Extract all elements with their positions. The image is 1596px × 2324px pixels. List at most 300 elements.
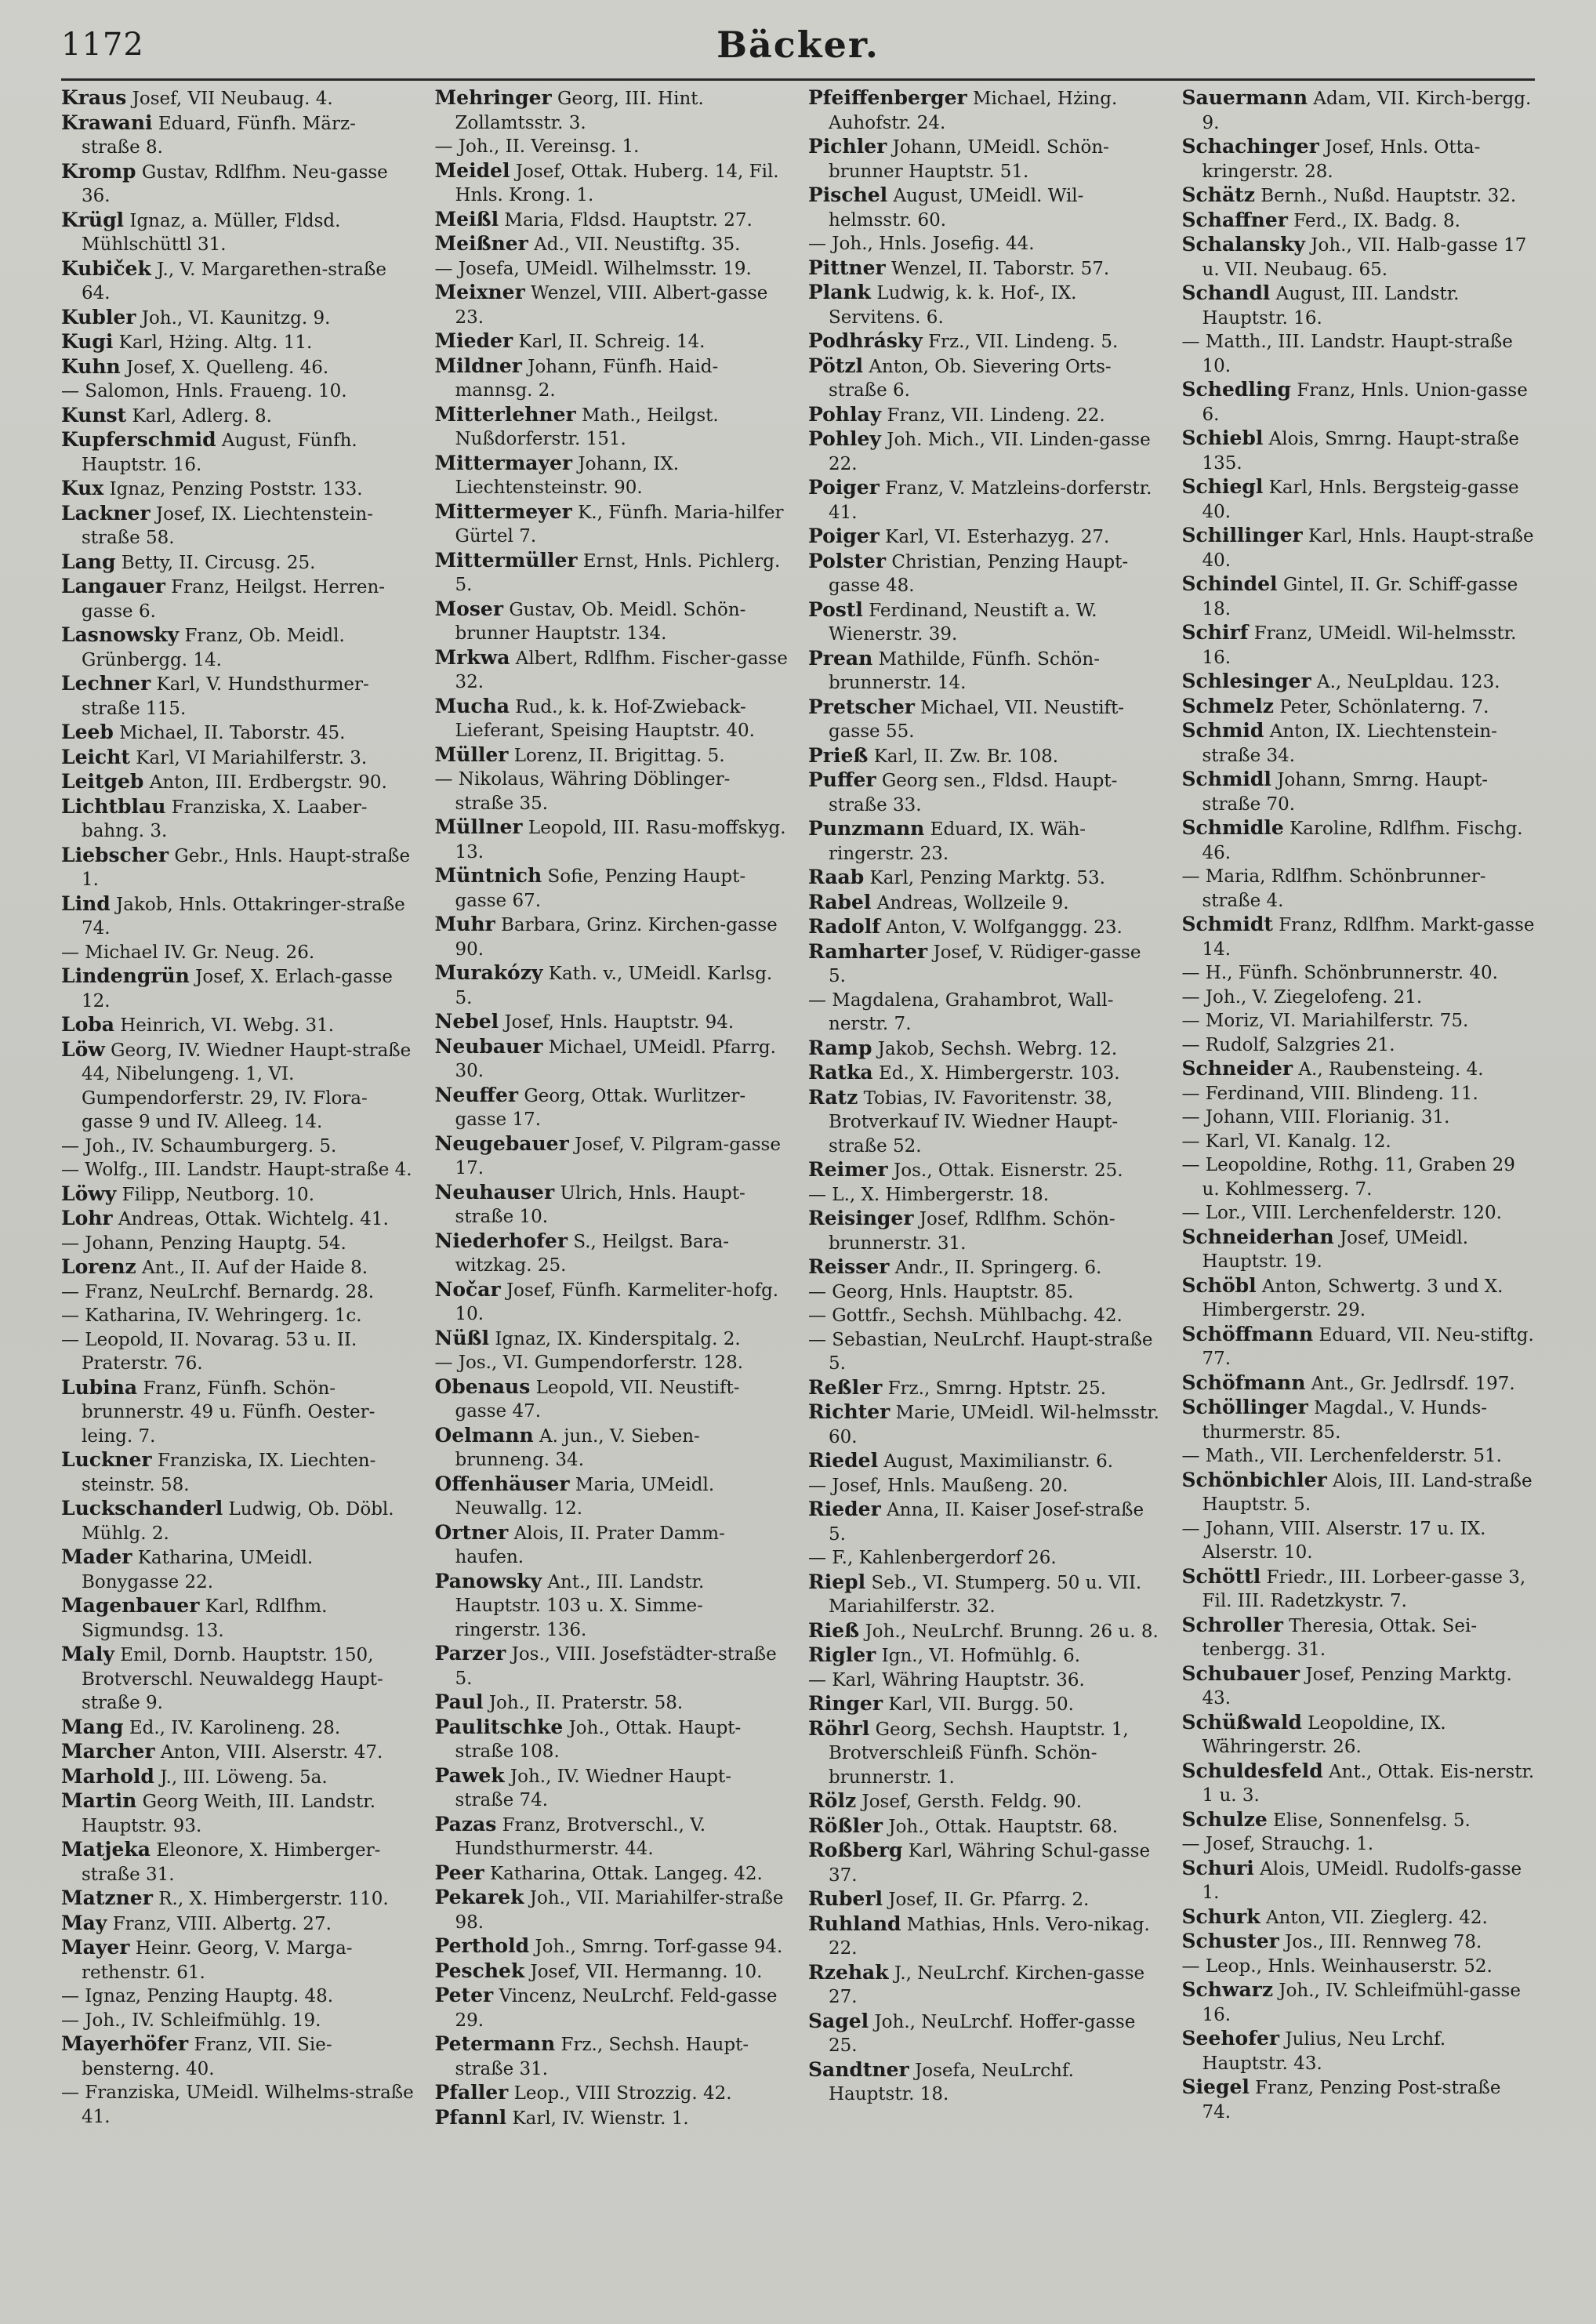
directory-entry: [808, 354, 1162, 403]
entry-details: Ant., Gr. Jedlrsdf. 197.: [1311, 1373, 1515, 1394]
directory-entry: [61, 404, 415, 429]
entry-surname: Polster: [808, 549, 886, 572]
entry-surname: Schindel: [1181, 572, 1278, 595]
directory-entry: [435, 1642, 789, 1690]
entry-details: Franz, Penzing Post-straße 74.: [1202, 2078, 1501, 2122]
entry-details: Leopold, III. Rasu-moffskyg. 13.: [455, 818, 786, 862]
entry-surname: Schwarz: [1181, 1978, 1274, 2001]
entry-surname: Pazas: [434, 1812, 497, 1836]
entry-details: — Joh., IV. Schleifmühlg. 19.: [61, 2010, 321, 2031]
entry-details: J., NeuLrchf. Kirchen-gasse 27.: [829, 1963, 1145, 2007]
entry-details: Anton, IX. Liechtenstein-straße 34.: [1202, 721, 1497, 766]
directory-entry: [435, 159, 789, 208]
directory-entry: [61, 1789, 415, 1838]
entry-surname: Schirf: [1181, 621, 1249, 644]
entry-details: Georg, Sechsh. Hauptstr. 1, Brotverschleiß Fünfh. Schön-brunnerstr. 1.: [829, 1719, 1129, 1788]
entry-surname: Kubiček: [61, 256, 151, 280]
directory-entry: [61, 2032, 415, 2081]
directory-entry: [808, 1328, 1162, 1376]
entry-surname: Puffer: [808, 768, 876, 791]
entry-surname: Mang: [61, 1715, 124, 1738]
directory-entry: [61, 575, 415, 623]
directory-entry: [808, 1061, 1162, 1086]
entry-details: — Franz, NeuLrchf. Bernardg. 28.: [61, 1281, 375, 1302]
entry-surname: Rzehak: [808, 1960, 889, 1984]
entry-surname: Schmid: [1181, 719, 1264, 742]
entry-details: August, UMeidl. Wil-helmsstr. 60.: [829, 186, 1084, 231]
entry-surname: Kubler: [61, 305, 136, 329]
directory-entry: [61, 1013, 415, 1038]
entry-details: Georg, III. Hint. Zollamtsstr. 3.: [455, 89, 704, 133]
entry-surname: Prieß: [808, 743, 869, 767]
entry-details: Alois, UMeidl. Rudolfs-gasse 1.: [1202, 1858, 1522, 1903]
entry-surname: Schuldesfeld: [1181, 1759, 1323, 1782]
directory-entry: [1182, 572, 1536, 621]
entry-surname: Riedel: [808, 1449, 879, 1472]
entry-details: Karl, VI. Esterhazyg. 27.: [885, 527, 1110, 547]
directory-entry: [1182, 378, 1536, 427]
entry-details: Marie, UMeidl. Wil-helmsstr. 60.: [829, 1403, 1159, 1447]
directory-entry: [1182, 1396, 1536, 1444]
directory-entry: [808, 891, 1162, 916]
entry-details: Peter, Schönlaterng. 7.: [1279, 696, 1489, 717]
entry-surname: Schachinger: [1181, 135, 1319, 158]
entry-details: K., Fünfh. Maria-hilfer Gürtel 7.: [455, 502, 784, 547]
entry-surname: Mieder: [434, 329, 513, 352]
directory-entry: [435, 597, 789, 646]
entry-surname: Mildner: [434, 354, 522, 377]
entry-surname: Ratz: [808, 1085, 858, 1109]
directory-entry: [808, 183, 1162, 232]
entry-details: Eduard, IX. Wäh-ringerstr. 23.: [829, 819, 1086, 864]
entry-surname: Loba: [61, 1013, 114, 1036]
entry-surname: Parzer: [434, 1642, 506, 1665]
entry-details: Anton, Ob. Sievering Orts-straße 6.: [829, 356, 1112, 401]
entry-details: Anton, III. Erdbergstr. 90.: [149, 772, 387, 793]
entry-details: — Nikolaus, Währing Döblinger-straße 35.: [434, 769, 731, 814]
entry-details: Jos., III. Rennweg 78.: [1285, 1932, 1482, 1952]
directory-entry: [435, 768, 789, 815]
directory-entry: [808, 427, 1162, 476]
entry-details: — Wolfg., III. Landstr. Haupt-straße 4.: [61, 1160, 412, 1180]
entry-surname: Löw: [61, 1037, 105, 1061]
entry-details: Karl, Adlerg. 8.: [132, 405, 272, 427]
directory-entry: [61, 1497, 415, 1545]
entry-surname: Sagel: [808, 2009, 869, 2032]
directory-entry: [435, 1472, 789, 1521]
entry-surname: Matzner: [61, 1886, 153, 1909]
entry-surname: Seehofer: [1181, 2027, 1280, 2050]
directory-entry: [61, 1376, 415, 1449]
entry-details: — Josef, Hnls. Maußeng. 20.: [808, 1475, 1068, 1496]
directory-entry: [808, 1158, 1162, 1183]
directory-entry: [61, 1984, 415, 2009]
directory-entry: [1182, 1323, 1536, 1371]
entry-details: — H., Fünfh. Schönbrunnerstr. 40.: [1181, 963, 1498, 983]
entry-surname: Schandl: [1181, 281, 1271, 304]
directory-entry: [1182, 1469, 1536, 1517]
entry-surname: Roßberg: [808, 1839, 903, 1861]
entry-surname: Meidel: [434, 158, 510, 182]
entry-details: Franz, Ob. Meidl. Grünbergg. 14.: [82, 626, 345, 670]
entry-details: — Leopold, II. Novarag. 53 u. II. Praterstr. 76.: [61, 1329, 357, 1374]
entry-surname: Mader: [61, 1545, 132, 1568]
directory-entry: [61, 550, 415, 576]
entry-details: Friedr., III. Lorbeer-gasse 3, Fil. III. Radetzkystr. 7.: [1202, 1567, 1526, 1611]
directory-entry: [808, 647, 1162, 695]
directory-entry: [1182, 1226, 1536, 1274]
entry-surname: Nüßl: [434, 1326, 490, 1349]
entry-details: Frz., Sechsh. Haupt-straße 31.: [455, 2035, 749, 2079]
column-3: [808, 86, 1162, 2305]
entry-details: Franz, Heilgst. Herren-gasse 6.: [82, 577, 386, 622]
entry-details: Alois, Smrng. Haupt-straße 135.: [1202, 429, 1520, 474]
directory-entry: [808, 1498, 1162, 1546]
entry-details: Jakob, Sechsh. Webrg. 12.: [877, 1038, 1118, 1059]
entry-details: Joh., VI. Kaunitzg. 9.: [141, 307, 331, 329]
entry-surname: Ortner: [434, 1520, 509, 1544]
entry-details: Maria, Fldsd. Hauptstr. 27.: [504, 209, 753, 231]
entry-details: Franz, VII. Sie-bensterng. 40.: [82, 2035, 332, 2079]
directory-entry: [808, 1571, 1162, 1619]
directory-entry: [435, 329, 789, 354]
entry-details: Michael, Hżing. Auhofstr. 24.: [829, 89, 1118, 133]
directory-entry: [1182, 2027, 1536, 2075]
entry-details: Eduard, Fünfh. März-straße 8.: [82, 113, 356, 158]
entry-surname: Matjeka: [61, 1838, 151, 1861]
entry-surname: Mucha: [434, 694, 510, 717]
entry-details: Karl, Währing Schul-gasse 37.: [829, 1841, 1151, 1886]
directory-entry: [61, 379, 415, 404]
entry-surname: Luckner: [61, 1448, 152, 1471]
entry-details: Karl, VI Mariahilferstr. 3.: [136, 747, 368, 768]
directory-entry: [808, 866, 1162, 891]
entry-details: — Georg, Hnls. Hauptstr. 85.: [808, 1281, 1074, 1302]
directory-entry: [1182, 1274, 1536, 1323]
directory-entry: [1182, 1371, 1536, 1396]
entry-details: — F., Kahlenbergerdorf 26.: [808, 1548, 1057, 1568]
entry-surname: Reimer: [808, 1158, 888, 1181]
entry-surname: Schurk: [1181, 1905, 1260, 1928]
directory-entry: [1182, 427, 1536, 475]
directory-entry: [61, 1643, 415, 1716]
directory-entry: [435, 1278, 789, 1327]
entry-details: — Johann, Penzing Hauptg. 54.: [61, 1233, 346, 1254]
directory-entry: [808, 86, 1162, 135]
entry-details: Josef, VII. Hermanng. 10.: [530, 1961, 763, 1982]
entry-details: Johann, UMeidl. Schön-brunner Hauptstr. 51.: [829, 137, 1109, 182]
entry-details: Joh., II. Praterstr. 58.: [488, 1693, 684, 1713]
entry-surname: Peer: [434, 1861, 484, 1884]
entry-surname: Pittner: [808, 256, 886, 279]
directory-entry: [808, 915, 1162, 940]
entry-details: Anton, VIII. Alserstr. 47.: [160, 1742, 383, 1763]
directory-entry: [808, 1643, 1162, 1669]
directory-entry: [808, 232, 1162, 256]
directory-entry: [808, 817, 1162, 866]
directory-entry: [435, 1010, 789, 1035]
entry-details: Josef, Hnls. Hauptstr. 94.: [504, 1012, 735, 1033]
entry-details: Joh., NeuLrchf. Brunng. 26 u. 8.: [865, 1621, 1159, 1642]
entry-details: Christian, Penzing Haupt-gasse 48.: [829, 551, 1129, 596]
header-rule: [61, 78, 1535, 81]
entry-surname: Liebscher: [61, 843, 169, 866]
entry-details: Tobias, IV. Favoritenstr. 38, Brotverkauf IV. Wiedner Haupt-straße 52.: [829, 1088, 1119, 1157]
entry-details: Franziska, X. Laaber-bahng. 3.: [82, 797, 368, 841]
entry-surname: Punzmann: [808, 817, 925, 840]
entry-details: Ludwig, k. k. Hof-, IX. Servitens. 6.: [829, 283, 1077, 328]
entry-details: August, Fünfh. Hauptstr. 16.: [82, 430, 357, 475]
directory-entry: [808, 695, 1162, 744]
directory-entry: [808, 1912, 1162, 1961]
entry-surname: Oelmann: [434, 1423, 534, 1447]
entry-details: Adam, VII. Kirch-bergg. 9.: [1202, 89, 1532, 133]
entry-surname: Müntnich: [434, 864, 542, 887]
entry-surname: Magenbauer: [61, 1594, 200, 1617]
directory-entry: [435, 1934, 789, 1959]
entry-surname: Neuhauser: [434, 1180, 555, 1204]
entry-details: Josef, VII Neubaug. 4.: [132, 89, 333, 109]
entry-surname: Pekarek: [434, 1886, 524, 1908]
entry-surname: Reisser: [808, 1255, 890, 1278]
entry-details: Franz, Rdlfhm. Markt-gasse 14.: [1202, 915, 1535, 960]
directory-entry: [61, 721, 415, 746]
entry-details: — Joh., Hnls. Josefig. 44.: [808, 234, 1035, 254]
entry-details: — Gottfr., Sechsh. Mühlbachg. 42.: [808, 1305, 1123, 1326]
directory-entry: [808, 1280, 1162, 1305]
entry-details: Bernh., Nußd. Hauptstr. 32.: [1260, 186, 1517, 206]
entry-surname: Raab: [808, 866, 865, 888]
entry-surname: Meißner: [434, 232, 528, 255]
entry-details: Anton, Schwertg. 3 und X. Himbergerstr. 29.: [1202, 1276, 1504, 1320]
entry-details: Franz, Hnls. Union-gasse 6.: [1202, 380, 1528, 425]
entry-surname: Poiger: [808, 476, 880, 499]
directory-entry: [435, 1181, 789, 1229]
entry-details: Karl, II. Schreig. 14.: [518, 332, 706, 352]
directory-entry: [435, 1716, 789, 1764]
entry-surname: Murakózy: [434, 961, 543, 984]
entry-details: Johann, IX. Liechtensteinstr. 90.: [455, 453, 680, 498]
entry-surname: Nočar: [434, 1277, 501, 1301]
entry-details: — Karl, VI. Kanalg. 12.: [1181, 1131, 1391, 1152]
directory-entry: [435, 961, 789, 1010]
entry-details: Heinrich, VI. Webg. 31.: [120, 1015, 335, 1036]
entry-details: Josef, X. Erlach-gasse 12.: [82, 967, 393, 1011]
entry-surname: Röhrl: [808, 1716, 870, 1740]
directory-entry: [808, 768, 1162, 817]
entry-details: Joh., IV. Wiedner Haupt-straße 74.: [455, 1766, 731, 1810]
directory-entry: [1182, 1930, 1536, 1955]
entry-surname: Lechner: [61, 672, 151, 695]
entry-details: Jos., VIII. Josefstädter-straße 5.: [455, 1644, 777, 1689]
entry-surname: Schiebl: [1181, 427, 1264, 449]
entry-details: Sofie, Penzing Haupt-gasse 67.: [455, 866, 746, 911]
entry-details: Josef, V. Pilgram-gasse 17.: [455, 1134, 781, 1178]
directory-entry: [435, 864, 789, 913]
entry-details: J., III. Löweng. 5a.: [160, 1767, 328, 1788]
directory-entry: [1182, 183, 1536, 209]
entry-surname: Ramharter: [808, 939, 928, 963]
entry-details: Heinr. Georg, V. Marga-rethenstr. 61.: [82, 1938, 353, 1983]
entry-surname: Mrkwa: [434, 645, 510, 669]
entry-details: Ed., IV. Karolineng. 28.: [129, 1717, 341, 1738]
entry-details: — Katharina, IV. Wehringerg. 1c.: [61, 1305, 362, 1326]
page-number: 1172: [61, 27, 144, 63]
entry-surname: Postl: [808, 597, 863, 621]
directory-entry: [435, 1084, 789, 1132]
directory-entry: [435, 1327, 789, 1352]
entry-surname: Paulitschke: [434, 1715, 564, 1738]
directory-entry: [1182, 1130, 1536, 1154]
entry-details: Emil, Dornb. Hauptstr. 150, Brotverschl. Neuwaldegg Haupt-straße 9.: [82, 1645, 383, 1713]
entry-surname: Pfeiffenberger: [808, 86, 967, 109]
entry-surname: Pretscher: [808, 695, 915, 718]
entry-surname: Schüßwald: [1181, 1710, 1302, 1734]
entry-details: — Magdalena, Grahambrot, Wall-nerstr. 7.: [808, 990, 1114, 1034]
directory-entry: [808, 281, 1162, 329]
directory-entry: [1182, 1082, 1536, 1106]
entry-details: Franz, VII. Lindeng. 22.: [887, 405, 1105, 426]
directory-entry: [61, 1545, 415, 1594]
entry-surname: Schöffmann: [1181, 1322, 1314, 1345]
entry-surname: Mittermeyer: [434, 499, 572, 523]
entry-details: Ign., VI. Hofmühlg. 6.: [881, 1646, 1081, 1666]
directory-entry: [808, 598, 1162, 647]
entry-surname: Obenaus: [434, 1374, 531, 1398]
directory-entry: [435, 743, 789, 768]
entry-details: Joh., Ottak. Hauptstr. 68.: [888, 1816, 1119, 1837]
entry-details: Karl, VII. Burgg. 50.: [888, 1694, 1074, 1715]
entry-surname: Kunst: [61, 403, 127, 427]
entry-surname: Petermann: [434, 2032, 556, 2055]
directory-entry: [1182, 86, 1536, 135]
directory-entry: [435, 1229, 789, 1278]
entry-details: Joh., Smrng. Torf-gasse 94.: [535, 1937, 783, 1957]
directory-entry: [435, 1521, 789, 1570]
directory-entry: [61, 2081, 415, 2129]
directory-entry: [435, 257, 789, 281]
directory-entry: [1182, 135, 1536, 183]
entry-surname: Schedling: [1181, 378, 1291, 401]
entry-details: Ant., II. Auf der Haide 8.: [142, 1258, 368, 1278]
entry-details: Anton, V. Wolfganggg. 23.: [886, 917, 1123, 938]
entry-details: Karl, Hnls. Haupt-straße 40.: [1202, 526, 1534, 571]
directory-entry: [61, 1912, 415, 1937]
entry-details: Ant., III. Landstr. Hauptstr. 103 u. X. Simme-ringerstr. 136.: [455, 1571, 705, 1640]
entry-surname: Ratka: [808, 1061, 873, 1084]
directory-entry: [435, 1861, 789, 1886]
entry-details: Leopoldine, IX. Währingerstr. 26.: [1202, 1712, 1446, 1757]
directory-entry: [808, 1183, 1162, 1207]
directory-entry: [435, 1035, 789, 1084]
entry-surname: Schmidl: [1181, 768, 1271, 790]
entry-details: Josef, Hnls. Otta-kringerstr. 28.: [1202, 137, 1481, 182]
entry-details: R., X. Himbergerstr. 110.: [158, 1889, 389, 1909]
entry-details: — Maria, Rdlfhm. Schönbrunner-straße 4.: [1181, 866, 1486, 911]
entry-surname: Neugebauer: [434, 1131, 569, 1155]
entry-surname: Rieder: [808, 1498, 881, 1520]
directory-entry: [1182, 1565, 1536, 1614]
entry-surname: Moser: [434, 597, 503, 620]
entry-surname: Krawani: [61, 111, 153, 134]
entry-surname: Leeb: [61, 721, 114, 743]
directory-entry: [808, 1717, 1162, 1790]
entry-details: Josef, Penzing Marktg. 43.: [1202, 1664, 1512, 1709]
entry-surname: Richter: [808, 1400, 890, 1423]
entry-surname: Peschek: [434, 1959, 525, 1982]
entry-surname: Rößler: [808, 1814, 883, 1837]
entry-details: Georg Weith, III. Landstr. Hauptstr. 93.: [82, 1792, 376, 1836]
directory-entry: [61, 844, 415, 892]
entry-surname: Schöbl: [1181, 1273, 1257, 1297]
directory-entry: [808, 1400, 1162, 1449]
page-header: [61, 20, 1535, 74]
entry-details: Georg, Ottak. Wurlitzer-gasse 17.: [455, 1085, 746, 1130]
entry-details: Filipp, Neutborg. 10.: [122, 1184, 314, 1205]
directory-entry: [1182, 1808, 1536, 1833]
entry-surname: Schalansky: [1181, 233, 1305, 256]
entry-surname: May: [61, 1911, 107, 1934]
entry-surname: Lorenz: [61, 1255, 136, 1278]
directory-entry: [61, 941, 415, 965]
entry-details: Seb., VI. Stumperg. 50 u. VII. Mariahilferstr. 32.: [829, 1572, 1142, 1617]
entry-details: Joh., VII. Mariahilfer-straße 98.: [455, 1888, 784, 1933]
directory-entry: [61, 964, 415, 1013]
entry-details: — Johann, VIII. Alserstr. 17 u. IX. Alserstr. 10.: [1181, 1518, 1486, 1563]
entry-surname: Müllner: [434, 815, 523, 838]
column-1: [61, 86, 415, 2305]
entry-details: Mathias, Hnls. Vero-nikag. 22.: [829, 1914, 1150, 1959]
directory-entry: [61, 330, 415, 355]
entry-surname: Schroller: [1181, 1613, 1283, 1636]
directory-entry: [61, 892, 415, 941]
entry-surname: Ruberl: [808, 1887, 883, 1910]
entry-surname: Krügl: [61, 208, 125, 231]
entry-details: J., V. Margarethen-straße 64.: [82, 259, 386, 303]
entry-surname: Maly: [61, 1643, 114, 1665]
entry-surname: Meixner: [434, 281, 525, 303]
entry-surname: Perthold: [434, 1934, 530, 1957]
entry-details: Franz, VIII. Albertg. 27.: [112, 1913, 332, 1934]
entry-details: Eleonore, X. Himberger-straße 31.: [82, 1840, 381, 1885]
entry-details: Ulrich, Hnls. Haupt-straße 10.: [455, 1182, 745, 1227]
entry-surname: Schlesinger: [1181, 670, 1311, 692]
directory-entry: [808, 940, 1162, 989]
directory-entry: [61, 1158, 415, 1182]
directory-entry: [1182, 719, 1536, 768]
column-4: [1182, 86, 1536, 2305]
directory-entry: [61, 795, 415, 844]
directory-entry: [61, 355, 415, 380]
column-2: [435, 86, 789, 2305]
entry-details: Franz, Fünfh. Schön-brunnerstr. 49 u. Fünfh. Oester-leing. 7.: [82, 1378, 375, 1447]
directory-entry: [61, 1936, 415, 1984]
entry-details: — Josef, Strauchg. 1.: [1181, 1834, 1374, 1854]
entry-surname: Neubauer: [434, 1034, 543, 1058]
directory-entry: [808, 1692, 1162, 1717]
directory-entry: [61, 770, 415, 795]
entry-details: Mathilde, Fünfh. Schön-brunnerstr. 14.: [829, 648, 1100, 693]
directory-entry: [1182, 475, 1536, 524]
directory-entry: [1182, 1857, 1536, 1905]
directory-entry: [1182, 1517, 1536, 1565]
directory-entry: [435, 232, 789, 257]
entry-surname: Kupferschmid: [61, 428, 216, 451]
directory-entry: [1182, 1106, 1536, 1130]
directory-entry: [61, 1304, 415, 1328]
directory-entry: [435, 354, 789, 403]
directory-entry: [1182, 281, 1536, 330]
